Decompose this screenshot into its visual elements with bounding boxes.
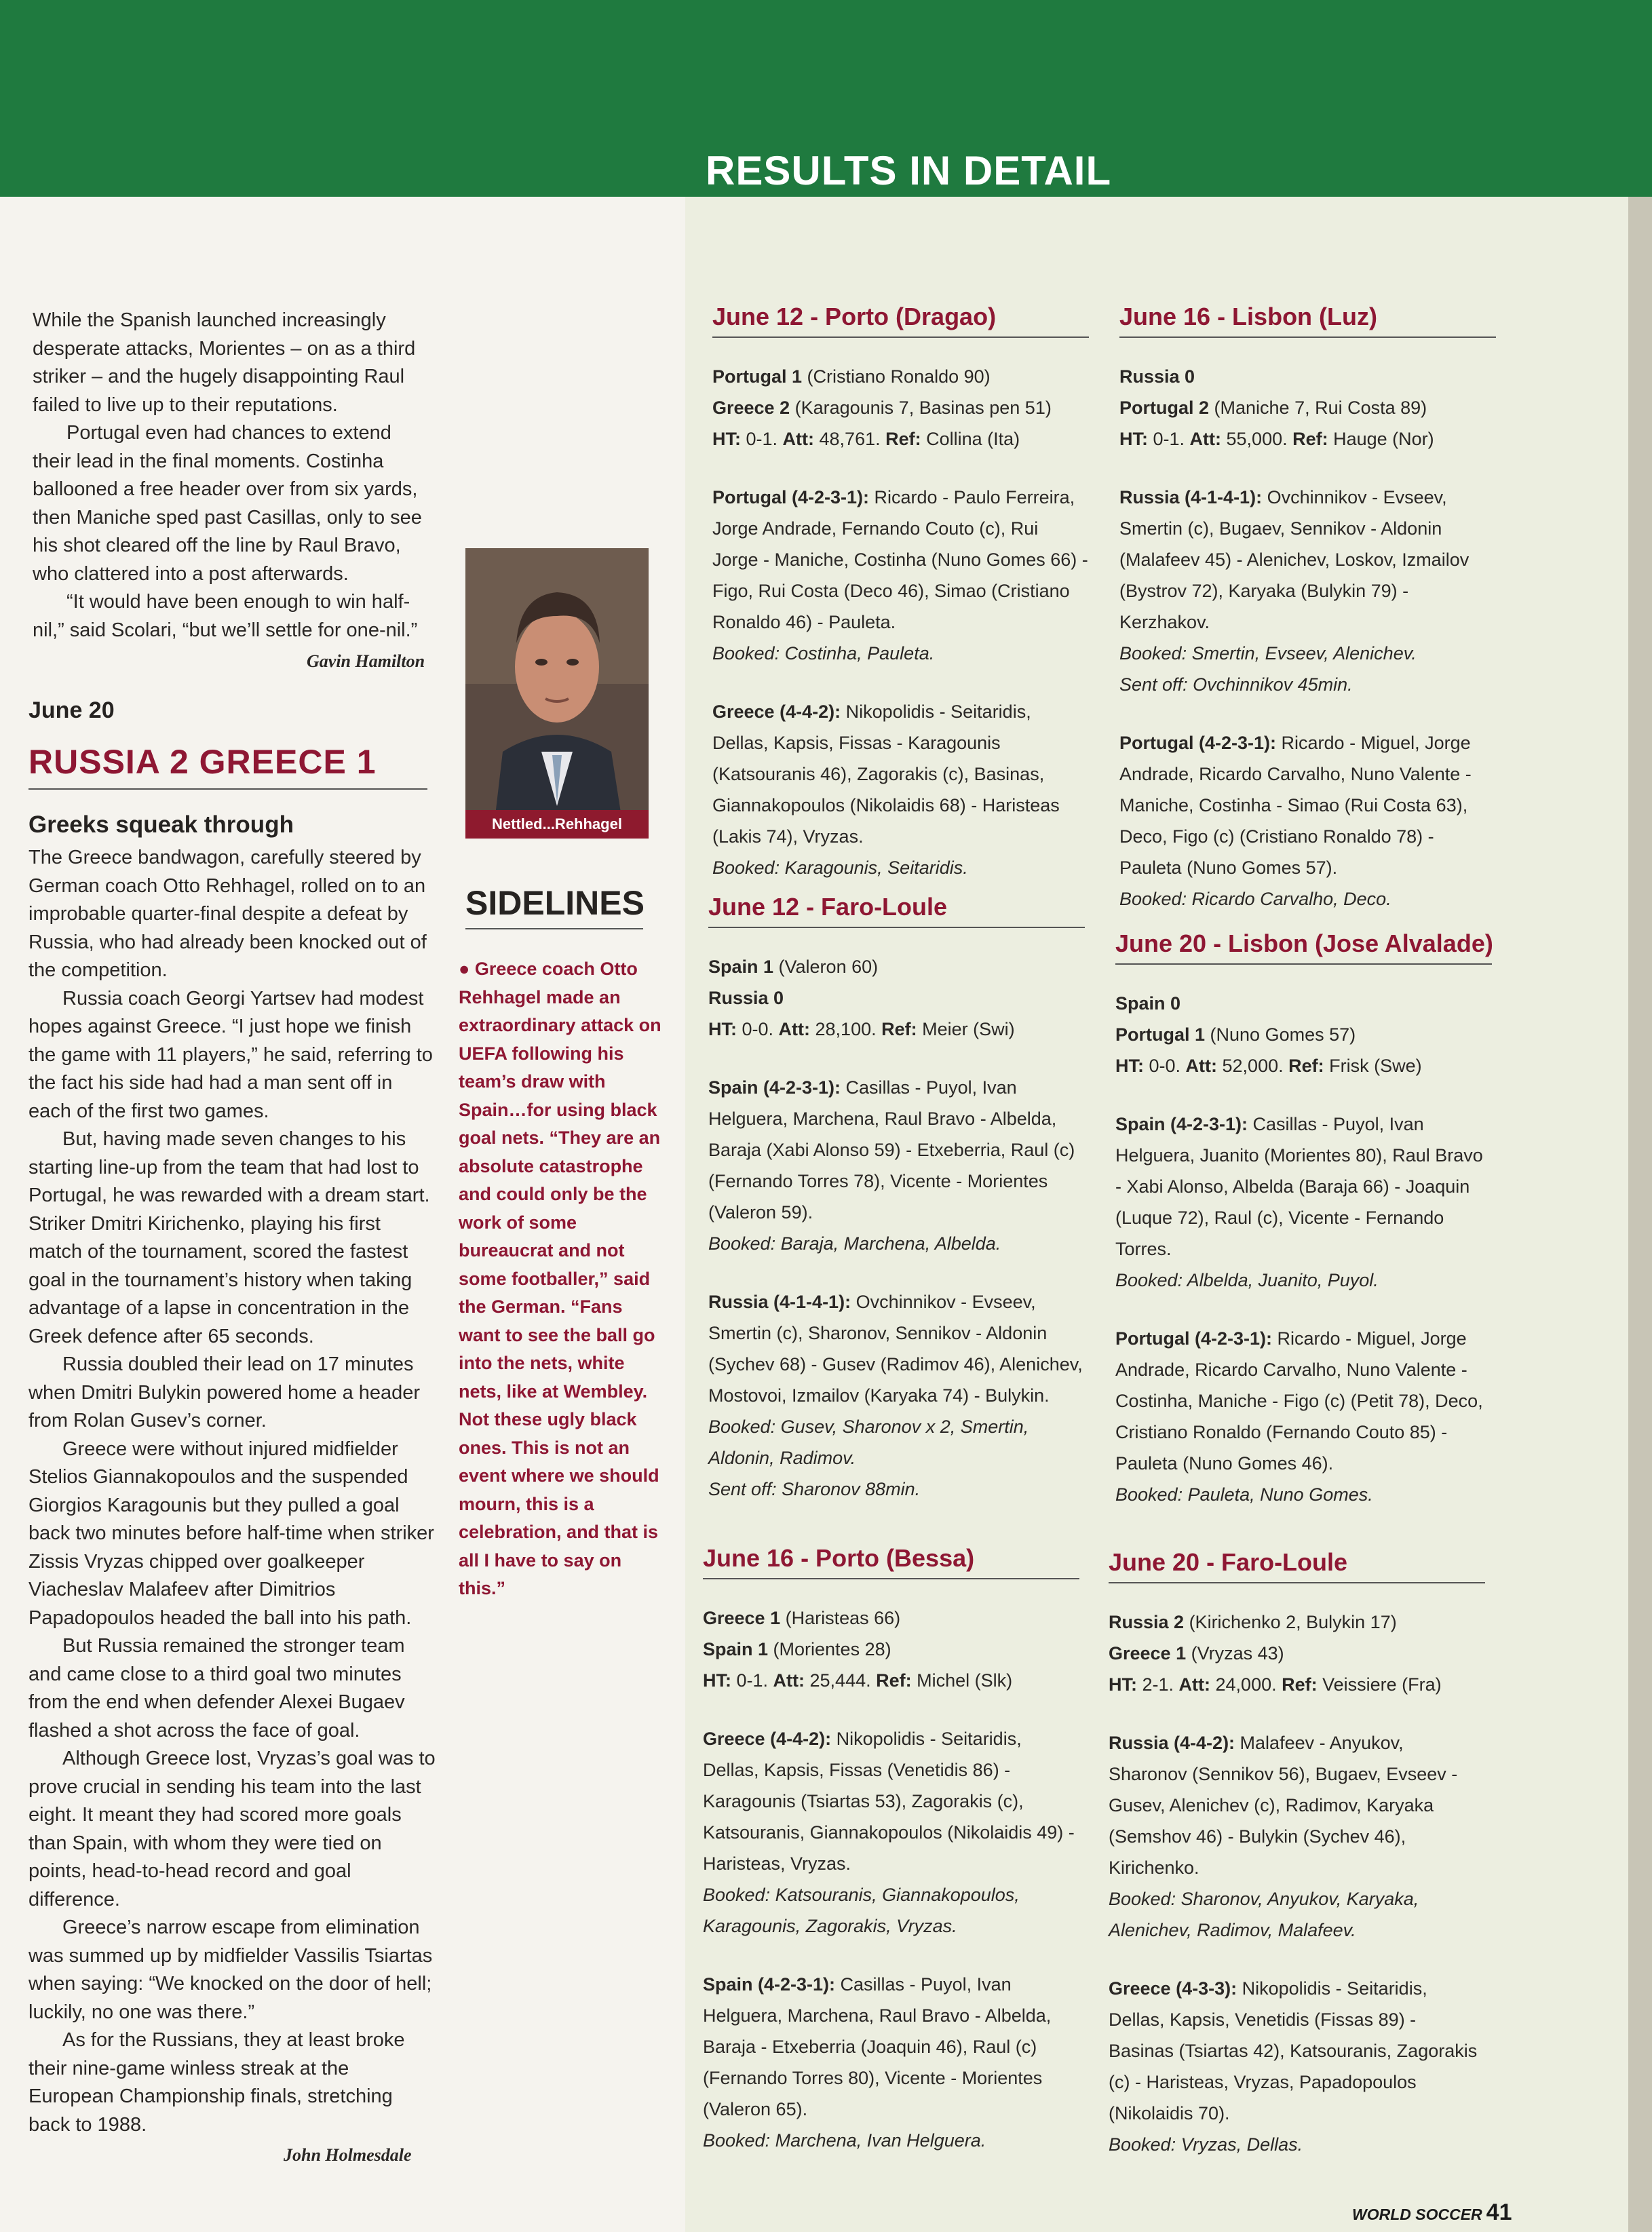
magazine-name: WORLD SOCCER [1352, 2206, 1482, 2223]
bullet-icon: ● [459, 959, 475, 979]
referee: Hauge (Nor) [1328, 429, 1434, 449]
bookings: Booked: Albelda, Juanito, Puyol. [1115, 1270, 1379, 1290]
referee: Meier (Swi) [917, 1019, 1015, 1039]
bookings: Booked: Vryzas, Dellas. [1109, 2134, 1303, 2155]
scorers: (Morientes 28) [768, 1639, 891, 1659]
ht-score: 0-1. [1148, 429, 1190, 449]
formation: Portugal (4-2-3-1): [1115, 1328, 1273, 1349]
article-continuation [33, 307, 433, 644]
team-lineup [1115, 1323, 1492, 1510]
ref-label: Ref: [1288, 1056, 1324, 1076]
ref-label: Ref: [876, 1670, 912, 1691]
scorers: (Cristiano Ronaldo 90) [802, 366, 991, 387]
match-heading: June 16 - Porto (Bessa) [703, 1544, 1079, 1579]
team-score: Greece 2 [712, 398, 790, 418]
formation: Spain (4-2-3-1): [1115, 1114, 1248, 1134]
match-result [1119, 392, 1496, 423]
ref-label: Ref: [1282, 1674, 1318, 1695]
team-score: Spain 0 [1115, 993, 1181, 1014]
bookings: Booked: Katsouranis, Giannakopoulos, Karagounis, Zagorakis, Vryzas. [703, 1885, 1020, 1936]
match-heading: June 20 - Faro-Loule [1109, 1548, 1485, 1583]
paragraph: The Greece bandwagon, carefully steered by German coach Otto Rehhagel, rolled on to an improbable quarter-final despite a defeat by Russia, who had already been knocked out of the competition. [28, 847, 427, 981]
team-score: Portugal 2 [1119, 398, 1210, 418]
team-lineup [1115, 1109, 1492, 1296]
match-block [708, 893, 1085, 1505]
att-label: Att: [1178, 1674, 1211, 1695]
scorers: (Nuno Gomes 57) [1205, 1024, 1356, 1045]
paragraph: Although Greece lost, Vryzas’s goal was to prove crucial in sending his team into the last eight. It meant they had scored more goals than Spain, with whom they were tied on points, head-to-head record and goal difference. [28, 1748, 436, 1910]
match-info [708, 1014, 1085, 1045]
match-result [703, 1634, 1079, 1665]
formation: Portugal (4-2-3-1): [1119, 733, 1277, 753]
team-lineup [712, 696, 1089, 883]
ht-label: HT: [1109, 1674, 1137, 1695]
match-info [712, 423, 1089, 455]
team-lineup [703, 1723, 1079, 1942]
players: Casillas - Puyol, Ivan Helguera, Juanito (Morientes 80), Raul Bravo - Xabi Alonso, Albelda (Baraja 66) - Joaquin (Luque 72), Raul (c), Vicente - Fernando Torres. [1115, 1114, 1483, 1259]
match-info [1115, 1050, 1492, 1081]
match-result [1119, 361, 1496, 392]
bookings: Booked: Costinha, Pauleta. [712, 643, 935, 663]
players: Malafeev - Anyukov, Sharonov (Sennikov 56), Bugaev, Evseev - Gusev, Alenichev (c), Radimov, Karyaka (Semshov 46) - Bulykin (Sychev 46), Kirichenko. [1109, 1733, 1458, 1878]
bookings: Booked: Ricardo Carvalho, Deco. [1119, 889, 1391, 909]
referee: Michel (Slk) [911, 1670, 1013, 1691]
formation: Greece (4-3-3): [1109, 1978, 1237, 1999]
team-score: Spain 1 [703, 1639, 769, 1659]
players: Ovchinnikov - Evseev, Smertin (c), Bugaev, Sennikov - Aldonin (Malafeev 45) - Alenichev, Loskov, Izmailov (Bystrov 72), Karyaka (Bulykin 79) - Kerzhakov. [1119, 487, 1469, 632]
referee: Collina (Ita) [921, 429, 1020, 449]
ht-score: 0-1. [731, 1670, 773, 1691]
match-info [703, 1665, 1079, 1696]
sidelines-rule [465, 928, 643, 929]
bookings: Booked: Baraja, Marchena, Albelda. [708, 1233, 1001, 1254]
team-lineup [712, 482, 1089, 669]
match-block [703, 1544, 1079, 2156]
article-title: RUSSIA 2 GREECE 1 [28, 743, 377, 781]
ht-score: 0-1. [741, 429, 783, 449]
team-score: Greece 1 [1109, 1643, 1187, 1663]
match-result [1109, 1638, 1485, 1669]
ht-score: 0-0. [1144, 1056, 1186, 1076]
ref-label: Ref: [1292, 429, 1328, 449]
page-footer [1352, 2199, 1512, 2226]
team-score: Russia 2 [1109, 1612, 1185, 1632]
paragraph: Greece were without injured midfielder Stelios Giannakopoulos and the suspended Giorgios Karagounis but they pulled a goal back two minutes before half-time when striker Zissis Vryzas chipped over goalkeeper Viacheslav Malafeev after Dimitrios Papadopoulos headed the ball into his path. [28, 1438, 434, 1629]
match-result [712, 361, 1089, 392]
team-score: Greece 1 [703, 1608, 781, 1628]
attendance: 28,100. [810, 1019, 882, 1039]
paragraph: Greece’s narrow escape from elimination was summed up by midfielder Vassilis Tsiartas when saying: “We knocked on the door of hell; luckily, no one was there.” [28, 1917, 433, 2023]
attendance: 24,000. [1210, 1674, 1282, 1695]
att-label: Att: [778, 1019, 811, 1039]
portrait-image [465, 548, 649, 839]
match-heading: June 12 - Porto (Dragao) [712, 303, 1089, 338]
coach-photo [465, 548, 649, 839]
match-block [1109, 1548, 1485, 2160]
team-score: Portugal 1 [712, 366, 803, 387]
team-score: Portugal 1 [1115, 1024, 1206, 1045]
team-lineup [708, 1286, 1085, 1505]
ht-label: HT: [708, 1019, 737, 1039]
attendance: 48,761. [814, 429, 886, 449]
team-lineup [1109, 1727, 1485, 1946]
formation: Spain (4-2-3-1): [708, 1077, 841, 1098]
match-info [1109, 1669, 1485, 1700]
match-heading: June 12 - Faro-Loule [708, 893, 1085, 928]
match-result [1109, 1606, 1485, 1638]
paragraph: While the Spanish launched increasingly desperate attacks, Morientes – on as a third striker – and the hugely disappointing Raul failed to live up to their reputations. [33, 309, 416, 416]
ht-label: HT: [712, 429, 741, 449]
formation: Greece (4-4-2): [712, 701, 841, 722]
formation: Greece (4-4-2): [703, 1729, 832, 1749]
article-subtitle: Greeks squeak through [28, 811, 294, 838]
match-heading: June 16 - Lisbon (Luz) [1119, 303, 1496, 338]
att-label: Att: [773, 1670, 805, 1691]
sidelines-title: SIDELINES [465, 884, 645, 922]
ht-label: HT: [1115, 1056, 1144, 1076]
match-info [1119, 423, 1496, 455]
players: Casillas - Puyol, Ivan Helguera, Marchena, Raul Bravo - Albelda, Baraja (Xabi Alonso 59) - Etxeberria, Raul (c) (Fernando Torres 78), Vicente - Morientes (Valeron 59). [708, 1077, 1075, 1223]
players: Ovchinnikov - Evseev, Smertin (c), Sharonov, Sennikov - Aldonin (Sychev 68) - Gusev (Radimov 46), Alenichev, Mostovoi, Izmailov (Karyaka 74) - Bulykin. [708, 1292, 1083, 1406]
scorers: (Karagounis 7, Basinas pen 51) [790, 398, 1052, 418]
players: Nikopolidis - Seitaridis, Dellas, Kapsis, Venetidis (Fissas 89) - Basinas (Tsiartas 42), Katsouranis, Zagorakis (c) - Haristeas, Vryzas, Papadopoulos (Nikolaidis 70). [1109, 1978, 1478, 2123]
team-lineup [1119, 482, 1496, 700]
paragraph: But, having made seven changes to his starting line-up from the team that had lost to Portugal, he was rewarded with a dream start. Striker Dmitri Kirichenko, playing his first match of the tournament, scored the fastest goal in the tournament’s history when taking advantage of a lapse in concentration in the Greek defence after 65 seconds. [28, 1128, 430, 1347]
match-block [712, 303, 1089, 883]
sending-off: Sent off: Sharonov 88min. [708, 1479, 921, 1499]
bookings: Booked: Pauleta, Nuno Gomes. [1115, 1484, 1373, 1505]
scorers: (Valeron 60) [773, 957, 879, 977]
scorers: (Maniche 7, Rui Costa 89) [1209, 398, 1427, 418]
attendance: 25,444. [805, 1670, 877, 1691]
players: Ricardo - Paulo Ferreira, Jorge Andrade, Fernando Couto (c), Rui Jorge - Maniche, Costinha (Nuno Gomes 66) - Figo, Rui Costa (Deco 46), Simao (Cristiano Ronaldo 46) - Pauleta. [712, 487, 1088, 632]
sidelines-body: Greece coach Otto Rehhagel made an extraordinary attack on UEFA following his team’s draw with Spain…for using black goal nets. “They are an absolute catastrophe and could only be the work of some bureaucrat and not some footballer,” said the German. “Fans want to see the ball go into the nets, white nets, like at Wembley. Not these ugly black ones. This is not an event where we should mourn, this is a celebration, and that is all I have to say on this.” [459, 959, 661, 1598]
paragraph: “It would have been enough to win half-nil,” said Scolari, “but we’ll settle for one-nil.” [33, 591, 418, 641]
article-body [28, 844, 436, 2139]
formation: Russia (4-4-2): [1109, 1733, 1235, 1753]
match-result [712, 392, 1089, 423]
formation: Russia (4-1-4-1): [708, 1292, 851, 1312]
formation: Russia (4-1-4-1): [1119, 487, 1263, 507]
ref-label: Ref: [885, 429, 921, 449]
ht-score: 2-1. [1137, 1674, 1179, 1695]
formation: Spain (4-2-3-1): [703, 1974, 836, 1995]
team-score: Russia 0 [1119, 366, 1195, 387]
formation: Portugal (4-2-3-1): [712, 487, 870, 507]
title-rule [28, 788, 427, 790]
paragraph: Russia doubled their lead on 17 minutes when Dmitri Bulykin powered home a header from Rolan Gusev’s corner. [28, 1353, 421, 1431]
bookings: Booked: Gusev, Sharonov x 2, Smertin, Aldonin, Radimov. [708, 1417, 1029, 1468]
bookings: Booked: Smertin, Evseev, Alenichev. [1119, 643, 1417, 663]
article-date: June 20 [28, 697, 115, 723]
players: Casillas - Puyol, Ivan Helguera, Marchena, Raul Bravo - Albelda, Baraja - Etxeberria (Joaquin 46), Raul (c) (Fernando Torres 80), Vicente - Morientes (Valeron 65). [703, 1974, 1052, 2119]
byline: Gavin Hamilton [307, 651, 425, 671]
att-label: Att: [1185, 1056, 1218, 1076]
attendance: 52,000. [1217, 1056, 1289, 1076]
match-result [1115, 988, 1492, 1019]
players: Ricardo - Miguel, Jorge Andrade, Ricardo Carvalho, Nuno Valente - Costinha, Maniche - Figo (c) (Petit 78), Deco, Cristiano Ronaldo (Fernando Couto 85) - Pauleta (Nuno Gomes 46). [1115, 1328, 1483, 1474]
paragraph: Russia coach Georgi Yartsev had modest hopes against Greece. “I just hope we finish the game with 11 players,” he said, referring to the fact his side had had a man sent off in each of the first two games. [28, 987, 433, 1122]
paragraph: Portugal even had chances to extend their lead in the final moments. Costinha ballooned a free header over from six yards, then Maniche sped past Casillas, only to see his shot cleared off the line by Raul Bravo, who clattered into a post afterwards. [33, 422, 422, 585]
bookings: Booked: Karagounis, Seitaridis. [712, 858, 968, 878]
ref-label: Ref: [881, 1019, 917, 1039]
team-score: Spain 1 [708, 957, 774, 977]
ht-score: 0-0. [737, 1019, 779, 1039]
sidelines-text [459, 955, 662, 1603]
sending-off: Sent off: Ovchinnikov 45min. [1119, 674, 1353, 695]
team-lineup [1109, 1973, 1485, 2160]
match-heading: June 20 - Lisbon (Jose Alvalade) [1115, 929, 1492, 965]
match-result [708, 951, 1085, 982]
page-edge [1628, 197, 1652, 2232]
paragraph: As for the Russians, they at least broke their nine-game winless streak at the European Championship finals, stretching back to 1988. [28, 2029, 405, 2136]
scorers: (Vryzas 43) [1186, 1643, 1284, 1663]
ht-label: HT: [1119, 429, 1148, 449]
scorers: (Haristeas 66) [780, 1608, 901, 1628]
match-block [1115, 929, 1492, 1510]
byline: John Holmesdale [284, 2145, 412, 2165]
scorers: (Kirichenko 2, Bulykin 17) [1184, 1612, 1397, 1632]
match-result [703, 1602, 1079, 1634]
players: Nikopolidis - Seitaridis, Dellas, Kapsis, Fissas - Karagounis (Katsouranis 46), Zagorakis (c), Basinas, Giannakopoulos (Nikolaidis 68) - Haristeas (Lakis 74), Vryzas. [712, 701, 1060, 847]
att-label: Att: [782, 429, 815, 449]
bookings: Booked: Marchena, Ivan Helguera. [703, 2130, 986, 2151]
page-title: RESULTS IN DETAIL [706, 148, 1112, 193]
team-lineup [1119, 727, 1496, 915]
players: Nikopolidis - Seitaridis, Dellas, Kapsis, Fissas (Venetidis 86) - Karagounis (Tsiartas 53), Zagorakis (c), Katsouranis, Giannakopoulos (Nikolaidis 49) - Haristeas, Vryzas. [703, 1729, 1075, 1874]
referee: Veissiere (Fra) [1317, 1674, 1442, 1695]
players: Ricardo - Miguel, Jorge Andrade, Ricardo Carvalho, Nuno Valente - Maniche, Costinha - Simao (Rui Costa 63), Deco, Figo (c) (Cristiano Ronaldo 78) - Pauleta (Nuno Gomes 57). [1119, 733, 1472, 878]
bookings: Booked: Sharonov, Anyukov, Karyaka, Alenichev, Radimov, Malafeev. [1109, 1889, 1419, 1940]
referee: Frisk (Swe) [1324, 1056, 1422, 1076]
match-result [1115, 1019, 1492, 1050]
match-block [1119, 303, 1496, 915]
photo-caption: Nettled...Rehhagel [465, 810, 649, 839]
attendance: 55,000. [1221, 429, 1293, 449]
team-lineup [708, 1072, 1085, 1259]
paragraph: But Russia remained the stronger team and came close to a third goal two minutes from the end when defender Alexei Bugaev flashed a shot across the face of goal. [28, 1635, 405, 1742]
ht-label: HT: [703, 1670, 731, 1691]
team-score: Russia 0 [708, 988, 784, 1008]
team-lineup [703, 1969, 1079, 2156]
att-label: Att: [1189, 429, 1222, 449]
page-number: 41 [1486, 2199, 1512, 2225]
match-result [708, 982, 1085, 1014]
